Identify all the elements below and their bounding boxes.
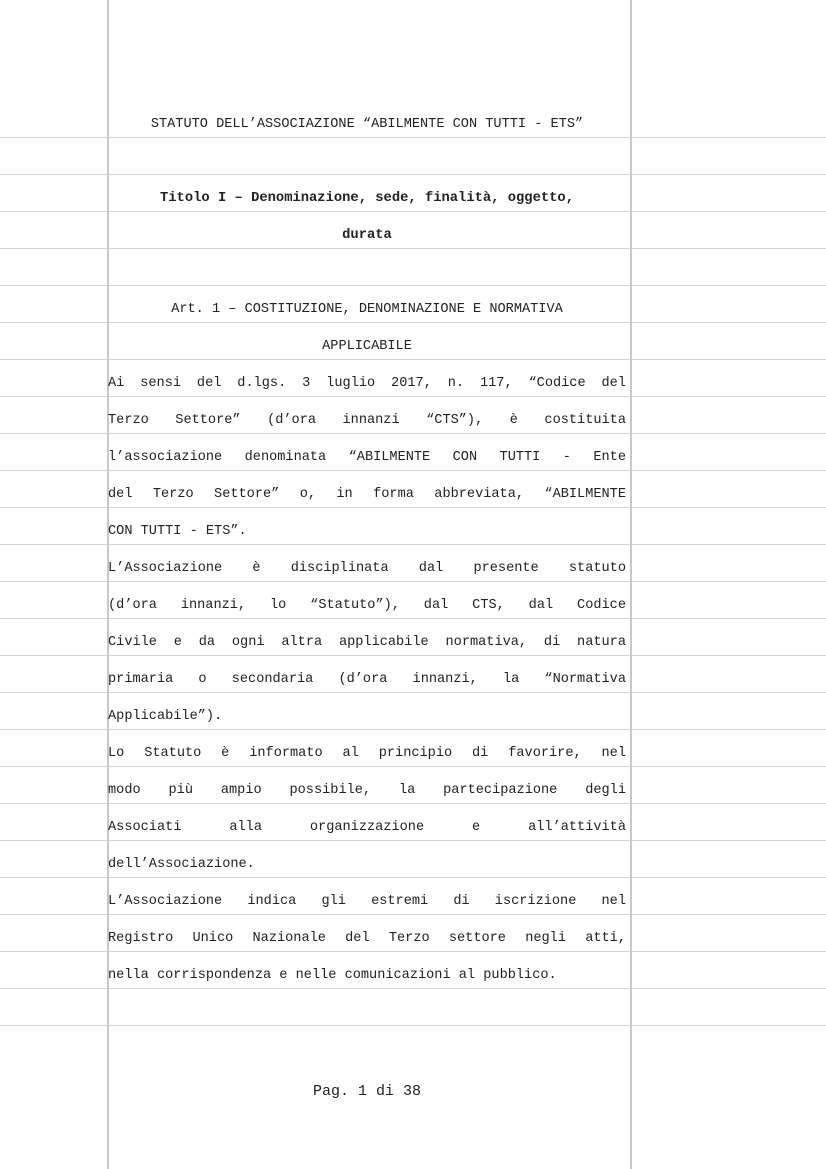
body-line: l’associazione denominata “ABILMENTE CON TUTTI - Ente (108, 450, 626, 465)
body-line: Registro Unico Nazionale del Terzo settore negli atti, (108, 931, 626, 946)
body-line: del Terzo Settore” o, in forma abbreviata, “ABILMENTE (108, 487, 626, 502)
section-heading-line-1: Titolo I – Denominazione, sede, finalità, oggetto, (160, 191, 574, 206)
right-margin-line (630, 0, 632, 1169)
body-line: nella corrispondenza e nelle comunicazioni al pubblico. (108, 968, 557, 983)
body-line: Associati alla organizzazione e all’attività (108, 820, 626, 835)
body-line: (d’ora innanzi, lo “Statuto”), dal CTS, dal Codice (108, 598, 626, 613)
ruled-line (0, 1025, 826, 1026)
ruled-line (0, 174, 826, 175)
body-line: primaria o secondaria (d’ora innanzi, la “Normativa (108, 672, 626, 687)
section-heading-line-2: durata (342, 228, 392, 243)
page-number: Pag. 1 di 38 (312, 1083, 422, 1100)
document-title: STATUTO DELL’ASSOCIAZIONE “ABILMENTE CON TUTTI - ETS” (150, 117, 584, 132)
body-line: L’Associazione è disciplinata dal presente statuto (108, 561, 626, 576)
body-line: Applicabile”). (108, 709, 223, 724)
body-line: Lo Statuto è informato al principio di favorire, nel (108, 746, 626, 761)
ruled-line (0, 285, 826, 286)
article-heading-line-2: APPLICABILE (322, 339, 412, 354)
body-line: L’Associazione indica gli estremi di iscrizione nel (108, 894, 626, 909)
article-heading-line-1: Art. 1 – COSTITUZIONE, DENOMINAZIONE E NORMATIVA (171, 302, 563, 317)
body-line: CON TUTTI - ETS”. (108, 524, 247, 539)
body-line: modo più ampio possibile, la partecipazione degli (108, 783, 626, 798)
body-line: Ai sensi del d.lgs. 3 luglio 2017, n. 117, “Codice del (108, 376, 626, 391)
body-line: dell’Associazione. (108, 857, 255, 872)
body-line: Civile e da ogni altra applicabile normativa, di natura (108, 635, 626, 650)
body-line: Terzo Settore” (d’ora innanzi “CTS”), è costituita (108, 413, 626, 428)
